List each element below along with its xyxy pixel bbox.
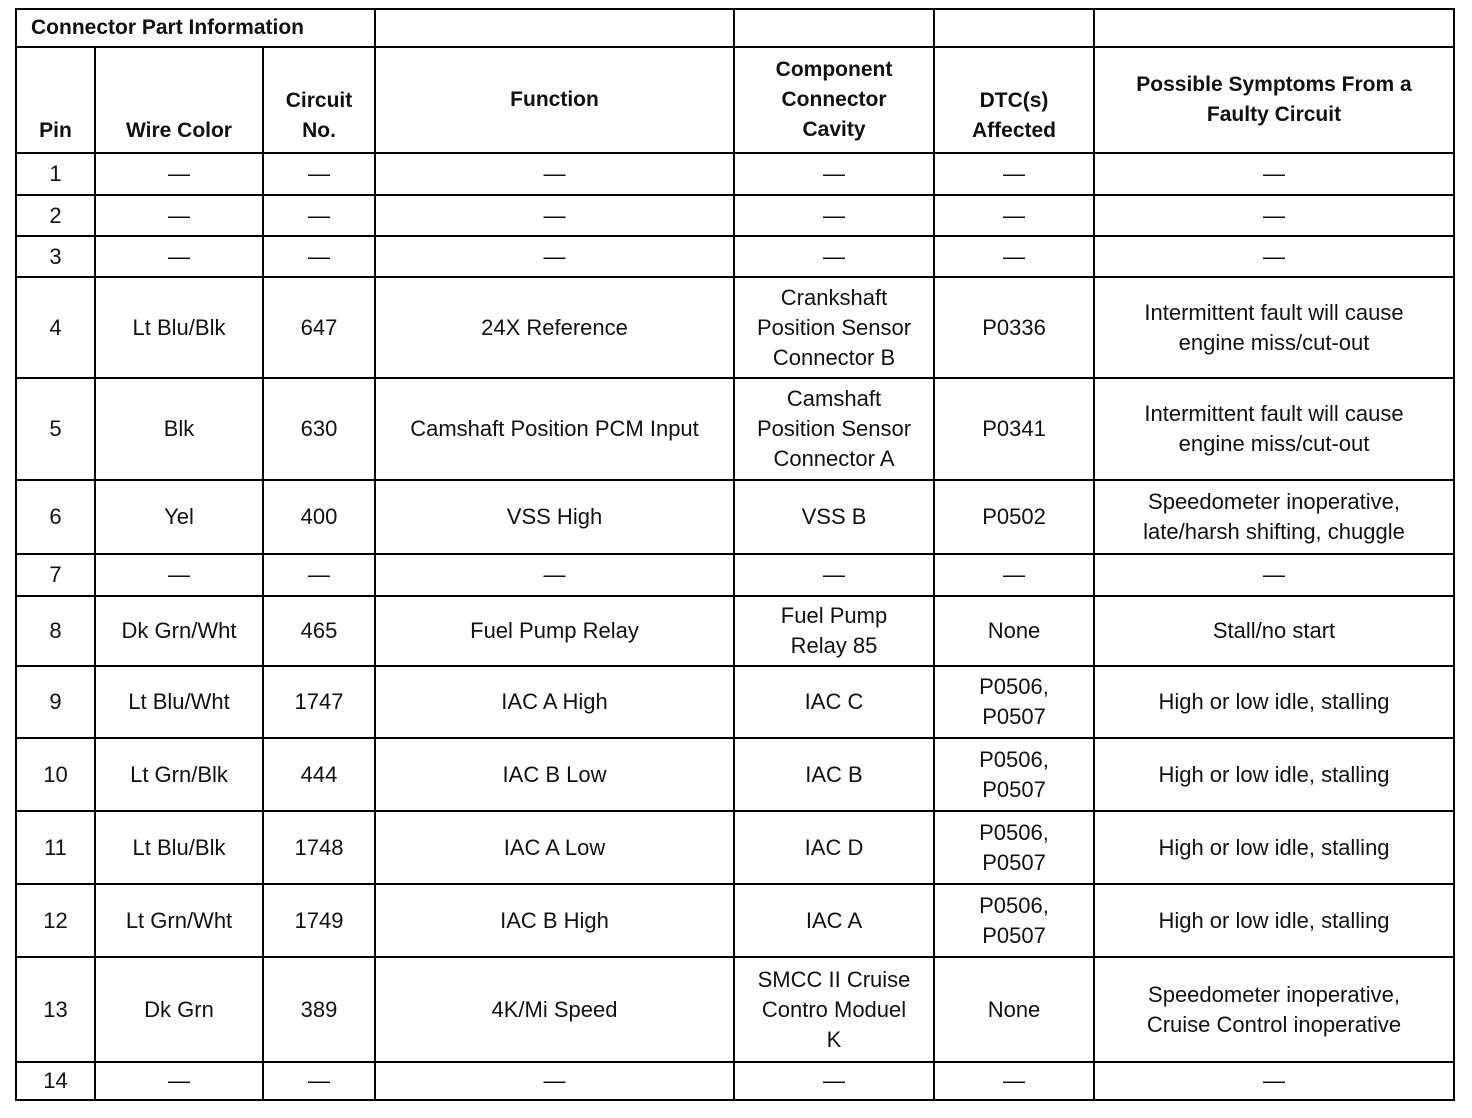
function-cell: 4K/Mi Speed: [375, 957, 734, 1062]
symptoms-cell: [1094, 480, 1454, 554]
dtc-cell: [934, 1062, 1094, 1100]
table-row: [16, 957, 1454, 1062]
component-cavity-cell: [734, 153, 934, 195]
table-title: Connector Part Information: [16, 9, 375, 47]
header-wire-color: Wire Color: [95, 47, 263, 153]
component-cavity-cell-line: —: [823, 161, 845, 186]
component-cavity-cell: [734, 195, 934, 236]
header-component-line: Cavity: [802, 118, 866, 141]
table-row: [16, 666, 1454, 738]
function-cell: Camshaft Position PCM Input: [375, 378, 734, 480]
header-component-line: Component: [775, 58, 893, 81]
component-cavity-cell-line: VSS B: [801, 504, 867, 529]
header-circuit-line: No.: [302, 119, 336, 142]
header-dtc-line: DTC(s): [979, 89, 1049, 112]
symptoms-cell-line: Cruise Control inoperative: [1146, 1011, 1402, 1037]
pin-cell: 3: [16, 236, 95, 277]
connector-table-sheet: [15, 8, 1455, 1101]
dtc-cell: [934, 666, 1094, 738]
circuit-no-cell: —: [263, 1062, 375, 1100]
symptoms-cell-line: Speedometer inoperative,: [1148, 981, 1400, 1007]
component-cavity-cell: [734, 596, 934, 666]
circuit-no-cell: 647: [263, 277, 375, 378]
component-cavity-cell-line: —: [823, 243, 845, 269]
function-cell: VSS High: [375, 480, 734, 554]
wire-color-cell: —: [95, 1062, 263, 1100]
header-dtc-line: Affected: [971, 119, 1056, 142]
symptoms-cell: [1094, 236, 1454, 277]
circuit-no-cell: 1748: [263, 811, 375, 884]
pin-cell: 9: [16, 666, 95, 738]
dtc-cell: [934, 884, 1094, 957]
circuit-no-cell: —: [263, 195, 375, 236]
symptoms-cell: [1094, 811, 1454, 884]
circuit-no-cell: 1747: [263, 666, 375, 738]
header-pin: Pin: [16, 47, 95, 153]
component-cavity-cell-line: —: [823, 562, 845, 587]
dtc-cell: [934, 554, 1094, 596]
component-cavity-cell-line: Position Sensor: [756, 314, 912, 340]
title-blank-cell: [375, 9, 734, 47]
table-row: [16, 236, 1454, 277]
table-row: [16, 811, 1454, 884]
component-cavity-cell: [734, 811, 934, 884]
symptoms-cell-line: —: [1263, 161, 1285, 186]
function-cell: —: [375, 236, 734, 277]
pin-cell: 1: [16, 153, 95, 195]
symptoms-cell-line: Speedometer inoperative,: [1148, 489, 1400, 514]
dtc-cell: [934, 480, 1094, 554]
dtc-cell: [934, 236, 1094, 277]
circuit-no-cell: 389: [263, 957, 375, 1062]
dtc-cell-line: —: [1003, 161, 1025, 186]
component-cavity-cell-line: Contro Moduel: [761, 996, 907, 1022]
circuit-no-cell: 465: [263, 596, 375, 666]
symptoms-cell-line: High or low idle, stalling: [1158, 689, 1390, 714]
header-symptoms-line: Possible Symptoms From a: [1136, 73, 1412, 96]
circuit-no-cell: 400: [263, 480, 375, 554]
pin-cell: 14: [16, 1062, 95, 1100]
symptoms-cell-line: —: [1263, 1068, 1285, 1093]
pin-cell: 6: [16, 480, 95, 554]
component-cavity-cell-line: Crankshaft: [780, 284, 888, 310]
pin-cell: 5: [16, 378, 95, 480]
wire-color-cell: Lt Grn/Blk: [95, 738, 263, 811]
function-cell: —: [375, 195, 734, 236]
table-row: [16, 277, 1454, 378]
function-cell: IAC A Low: [375, 811, 734, 884]
component-cavity-cell-line: K: [826, 1026, 842, 1052]
dtc-cell: [934, 596, 1094, 666]
wire-color-cell: Lt Blu/Wht: [95, 666, 263, 738]
symptoms-cell: [1094, 884, 1454, 957]
symptoms-cell-line: High or low idle, stalling: [1158, 761, 1390, 787]
component-cavity-cell: [734, 480, 934, 554]
dtc-cell: [934, 957, 1094, 1062]
dtc-cell: [934, 195, 1094, 236]
function-cell: —: [375, 1062, 734, 1100]
wire-color-cell: —: [95, 554, 263, 596]
circuit-no-cell: 1749: [263, 884, 375, 957]
pin-cell: 7: [16, 554, 95, 596]
dtc-cell-line: P0506,: [979, 892, 1049, 918]
component-cavity-cell-line: IAC C: [804, 689, 864, 714]
function-cell: IAC A High: [375, 666, 734, 738]
pin-cell: 2: [16, 195, 95, 236]
title-blank-cell: [1094, 9, 1454, 47]
dtc-cell-line: P0507: [982, 922, 1046, 948]
symptoms-cell: [1094, 378, 1454, 480]
dtc-cell-line: P0506,: [979, 819, 1049, 845]
dtc-cell-line: P0502: [982, 504, 1046, 529]
table-row: [16, 596, 1454, 666]
header-possible-symptoms: [1094, 47, 1454, 153]
pin-cell: 12: [16, 884, 95, 957]
symptoms-cell: [1094, 153, 1454, 195]
dtc-cell: [934, 811, 1094, 884]
table-row: [16, 884, 1454, 957]
table-row: [16, 554, 1454, 596]
component-cavity-cell: [734, 738, 934, 811]
circuit-no-cell: —: [263, 554, 375, 596]
component-cavity-cell: [734, 884, 934, 957]
table-row: [16, 153, 1454, 195]
dtc-cell-line: P0507: [982, 776, 1046, 802]
header-component-line: Connector: [781, 88, 887, 111]
pin-cell: 10: [16, 738, 95, 811]
table-row: [16, 1062, 1454, 1100]
symptoms-cell-line: late/harsh shifting, chuggle: [1143, 519, 1405, 544]
pin-cell: 4: [16, 277, 95, 378]
symptoms-cell: [1094, 738, 1454, 811]
symptoms-cell-line: —: [1263, 202, 1285, 228]
symptoms-cell: [1094, 666, 1454, 738]
dtc-cell-line: P0506,: [979, 746, 1049, 772]
wire-color-cell: Yel: [95, 480, 263, 554]
component-cavity-cell: [734, 666, 934, 738]
dtc-cell-line: P0506,: [979, 674, 1049, 699]
pin-cell: 13: [16, 957, 95, 1062]
dtc-cell: [934, 153, 1094, 195]
dtc-cell: [934, 378, 1094, 480]
function-cell: Fuel Pump Relay: [375, 596, 734, 666]
component-cavity-cell: [734, 277, 934, 378]
symptoms-cell: [1094, 957, 1454, 1062]
circuit-no-cell: 444: [263, 738, 375, 811]
circuit-no-cell: —: [263, 236, 375, 277]
wire-color-cell: Dk Grn: [95, 957, 263, 1062]
table-row: [16, 378, 1454, 480]
component-cavity-cell-line: Connector A: [773, 446, 895, 471]
symptoms-cell-line: engine miss/cut-out: [1178, 329, 1370, 355]
header-symptoms-line: Faulty Circuit: [1206, 103, 1342, 126]
symptoms-cell-line: Intermittent fault will cause: [1144, 299, 1404, 325]
symptoms-cell: [1094, 554, 1454, 596]
symptoms-cell-line: —: [1263, 243, 1285, 269]
function-cell: IAC B High: [375, 884, 734, 957]
component-cavity-cell: [734, 236, 934, 277]
component-cavity-cell: [734, 554, 934, 596]
header-row: [16, 47, 1454, 153]
table-row: [16, 480, 1454, 554]
header-circuit-line: Circuit: [285, 89, 353, 112]
symptoms-cell: [1094, 195, 1454, 236]
component-cavity-cell-line: Camshaft: [786, 386, 882, 411]
component-cavity-cell-line: —: [823, 202, 845, 228]
title-blank-cell: [734, 9, 934, 47]
dtc-cell-line: P0507: [982, 849, 1046, 875]
dtc-cell-line: P0336: [982, 314, 1046, 340]
wire-color-cell: Lt Grn/Wht: [95, 884, 263, 957]
component-cavity-cell-line: IAC D: [804, 834, 864, 860]
wire-color-cell: —: [95, 195, 263, 236]
symptoms-cell: [1094, 1062, 1454, 1100]
function-cell: IAC B Low: [375, 738, 734, 811]
wire-color-cell: —: [95, 236, 263, 277]
component-cavity-cell: [734, 957, 934, 1062]
dtc-cell-line: P0507: [982, 704, 1046, 729]
pin-cell: 11: [16, 811, 95, 884]
component-cavity-cell-line: Relay 85: [790, 633, 878, 658]
circuit-no-cell: —: [263, 153, 375, 195]
component-cavity-cell: [734, 1062, 934, 1100]
symptoms-cell: [1094, 596, 1454, 666]
pin-cell: 8: [16, 596, 95, 666]
dtc-cell-line: —: [1003, 243, 1025, 269]
wire-color-cell: —: [95, 153, 263, 195]
header-dtc-affected: [934, 47, 1094, 153]
function-cell: 24X Reference: [375, 277, 734, 378]
connector-table: [15, 8, 1455, 1101]
dtc-cell-line: None: [987, 618, 1041, 643]
table-row: [16, 195, 1454, 236]
header-circuit-no: [263, 47, 375, 153]
dtc-cell-line: —: [1003, 1068, 1025, 1093]
wire-color-cell: Dk Grn/Wht: [95, 596, 263, 666]
dtc-cell-line: P0341: [982, 416, 1046, 441]
component-cavity-cell-line: IAC A: [805, 907, 863, 933]
symptoms-cell: [1094, 277, 1454, 378]
dtc-cell: [934, 738, 1094, 811]
symptoms-cell-line: Stall/no start: [1212, 618, 1336, 643]
header-function: Function: [375, 47, 734, 153]
wire-color-cell: Lt Blu/Blk: [95, 811, 263, 884]
circuit-no-cell: 630: [263, 378, 375, 480]
component-cavity-cell-line: Connector B: [772, 344, 896, 370]
dtc-cell: [934, 277, 1094, 378]
title-row: [16, 9, 1454, 47]
function-cell: —: [375, 153, 734, 195]
component-cavity-cell-line: IAC B: [805, 761, 863, 787]
table-row: [16, 738, 1454, 811]
dtc-cell-line: —: [1003, 562, 1025, 587]
title-blank-cell: [934, 9, 1094, 47]
wire-color-cell: Lt Blu/Blk: [95, 277, 263, 378]
wire-color-cell: Blk: [95, 378, 263, 480]
dtc-cell-line: None: [987, 996, 1041, 1022]
symptoms-cell-line: engine miss/cut-out: [1178, 431, 1370, 456]
dtc-cell-line: —: [1003, 202, 1025, 228]
symptoms-cell-line: High or low idle, stalling: [1158, 834, 1390, 860]
symptoms-cell-line: —: [1263, 562, 1285, 587]
header-component-cavity: [734, 47, 934, 153]
symptoms-cell-line: Intermittent fault will cause: [1144, 401, 1404, 426]
component-cavity-cell: [734, 378, 934, 480]
function-cell: —: [375, 554, 734, 596]
component-cavity-cell-line: Position Sensor: [756, 416, 912, 441]
symptoms-cell-line: High or low idle, stalling: [1158, 907, 1390, 933]
component-cavity-cell-line: SMCC II Cruise: [757, 966, 911, 992]
component-cavity-cell-line: Fuel Pump: [780, 603, 888, 628]
component-cavity-cell-line: —: [823, 1068, 845, 1093]
